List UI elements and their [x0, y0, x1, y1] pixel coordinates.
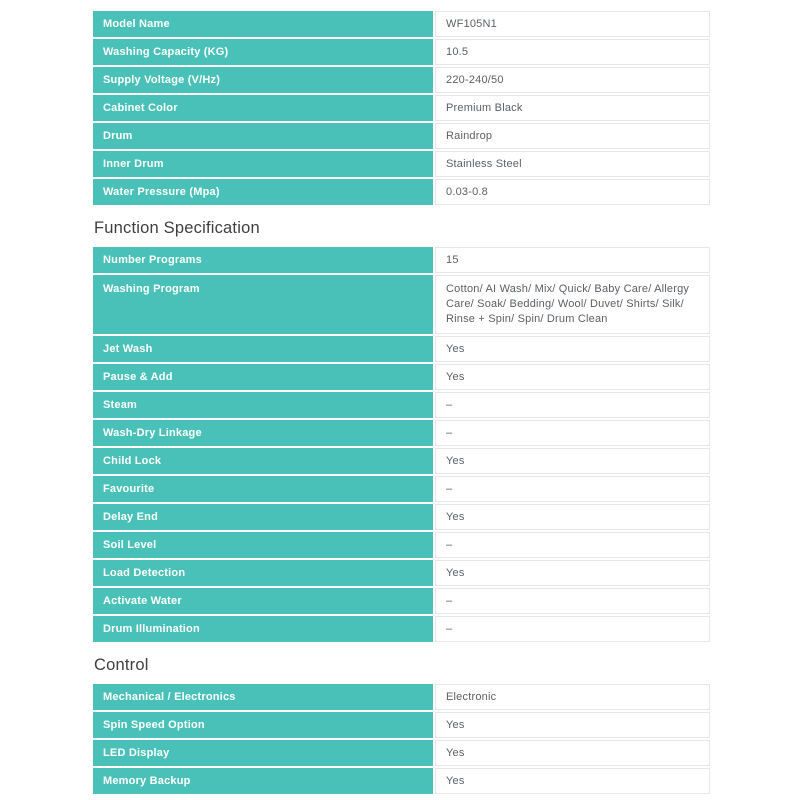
table-row — [93, 179, 710, 205]
spec-value-washing-program: Cotton/ AI Wash/ Mix/ Quick/ Baby Care/ Allergy Care/ Soak/ Bedding/ Wool/ Duvet/ Shirts/ Silk/ Rinse + Spin/ Spin/ Drum Clean — [435, 275, 710, 334]
spec-value-supply-voltage: 220-240/50 — [435, 67, 710, 93]
spec-label-washing-capacity: Washing Capacity (KG) — [93, 39, 433, 65]
spec-label-delay-end: Delay End — [93, 504, 433, 530]
table-row — [93, 123, 710, 149]
spec-value-inner-drum: Stainless Steel — [435, 151, 710, 177]
function-spec-table — [93, 247, 710, 642]
table-row — [93, 560, 710, 586]
section-heading-control: Control — [94, 656, 149, 674]
spec-value-pause-add: Yes — [435, 364, 710, 390]
spec-label-spin-speed-option: Spin Speed Option — [93, 712, 433, 738]
spec-value-delay-end: Yes — [435, 504, 710, 530]
spec-label-cabinet-color: Cabinet Color — [93, 95, 433, 121]
table-row — [93, 95, 710, 121]
spec-label-steam: Steam — [93, 392, 433, 418]
table-row — [93, 684, 710, 710]
control-spec-table — [93, 684, 710, 794]
spec-label-number-programs: Number Programs — [93, 247, 433, 273]
table-row — [93, 616, 710, 642]
spec-value-load-detection: Yes — [435, 560, 710, 586]
table-row — [93, 504, 710, 530]
spec-label-drum: Drum — [93, 123, 433, 149]
spec-value-cabinet-color: Premium Black — [435, 95, 710, 121]
spec-label-drum-illumination: Drum Illumination — [93, 616, 433, 642]
spec-label-washing-program: Washing Program — [93, 275, 433, 334]
spec-value-drum: Raindrop — [435, 123, 710, 149]
spec-value-water-pressure: 0.03-0.8 — [435, 179, 710, 205]
spec-label-soil-level: Soil Level — [93, 532, 433, 558]
spec-value-drum-illumination: – — [435, 616, 710, 642]
spec-value-jet-wash: Yes — [435, 336, 710, 362]
spec-value-memory-backup: Yes — [435, 768, 710, 794]
table-row — [93, 392, 710, 418]
spec-value-mechanical-electronics: Electronic — [435, 684, 710, 710]
spec-value-child-lock: Yes — [435, 448, 710, 474]
spec-value-activate-water: – — [435, 588, 710, 614]
spec-label-led-display: LED Display — [93, 740, 433, 766]
general-spec-table — [93, 11, 710, 205]
table-row — [93, 151, 710, 177]
spec-label-activate-water: Activate Water — [93, 588, 433, 614]
table-row — [93, 532, 710, 558]
spec-label-mechanical-electronics: Mechanical / Electronics — [93, 684, 433, 710]
spec-value-wash-dry-linkage: – — [435, 420, 710, 446]
table-row — [93, 768, 710, 794]
table-row — [93, 448, 710, 474]
table-row — [93, 67, 710, 93]
spec-value-spin-speed-option: Yes — [435, 712, 710, 738]
spec-value-washing-capacity: 10.5 — [435, 39, 710, 65]
section-heading-function-specification: Function Specification — [94, 219, 260, 237]
table-row — [93, 336, 710, 362]
table-row — [93, 588, 710, 614]
spec-label-supply-voltage: Supply Voltage (V/Hz) — [93, 67, 433, 93]
spec-value-soil-level: – — [435, 532, 710, 558]
table-row — [93, 247, 710, 273]
spec-value-model-name: WF105N1 — [435, 11, 710, 37]
spec-label-memory-backup: Memory Backup — [93, 768, 433, 794]
table-row — [93, 740, 710, 766]
spec-label-model-name: Model Name — [93, 11, 433, 37]
spec-label-load-detection: Load Detection — [93, 560, 433, 586]
spec-value-steam: – — [435, 392, 710, 418]
table-row — [93, 275, 710, 334]
table-row — [93, 476, 710, 502]
spec-label-water-pressure: Water Pressure (Mpa) — [93, 179, 433, 205]
table-row — [93, 364, 710, 390]
table-row — [93, 11, 710, 37]
table-row — [93, 420, 710, 446]
spec-label-pause-add: Pause & Add — [93, 364, 433, 390]
table-row — [93, 712, 710, 738]
spec-label-jet-wash: Jet Wash — [93, 336, 433, 362]
spec-label-child-lock: Child Lock — [93, 448, 433, 474]
spec-value-number-programs: 15 — [435, 247, 710, 273]
spec-value-led-display: Yes — [435, 740, 710, 766]
spec-label-inner-drum: Inner Drum — [93, 151, 433, 177]
spec-label-wash-dry-linkage: Wash-Dry Linkage — [93, 420, 433, 446]
spec-label-favourite: Favourite — [93, 476, 433, 502]
table-row — [93, 39, 710, 65]
spec-value-favourite: – — [435, 476, 710, 502]
